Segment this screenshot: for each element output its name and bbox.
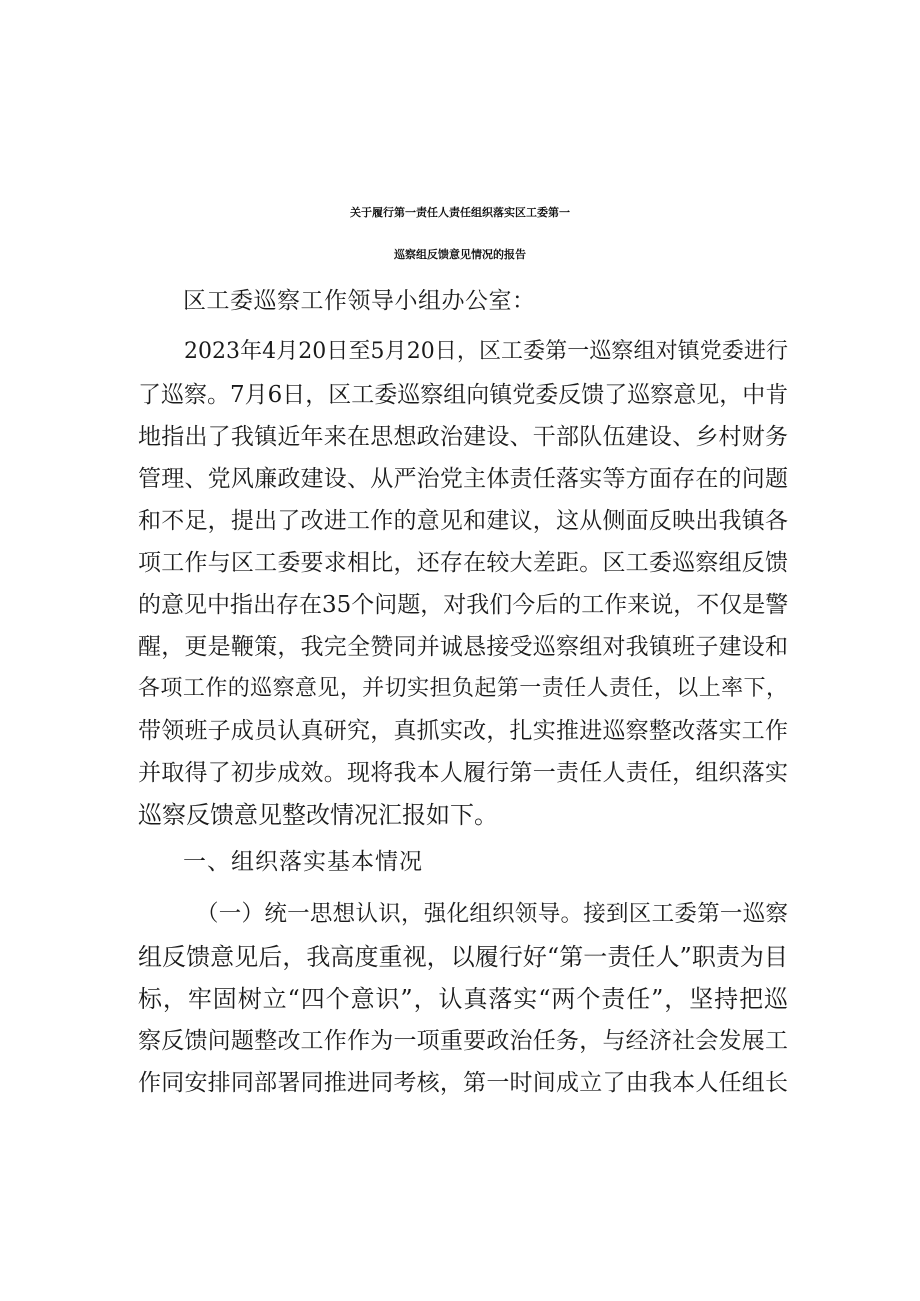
paragraph-2-line: 作同安排同部署同推进同考核，第一时间成立了由我本人任组长	[138, 1070, 788, 1096]
paragraph-1-line: 的意见中指出存在35个问题，对我们今后的工作来说，不仅是警	[138, 592, 789, 618]
paragraph-1-line: 管理、党风廉政建设、从严治党主体责任落实等方面存在的问题	[138, 466, 788, 492]
document-title-line-1: 关于履行第一责任人责任组织落实区工委第一	[350, 206, 570, 219]
salutation: 区工委巡察工作领导小组办公室：	[183, 288, 536, 314]
paragraph-2-line: 组反馈意见后，我高度重视，以履行好“第一责任人”职责为目	[138, 943, 788, 971]
paragraph-1-line: 巡察反馈意见整改情况汇报如下。	[138, 801, 498, 829]
paragraph-1-line: 项工作与区工委要求相比，还存在较大差距。区工委巡察组反馈	[138, 550, 788, 576]
paragraph-2-line: 标，牢固树立“四个意识”，认真落实“两个责任”，坚持把巡	[138, 985, 788, 1013]
paragraph-1-line: 并取得了初步成效。现将我本人履行第一责任人责任，组织落实	[138, 760, 788, 786]
paragraph-1-line: 地指出了我镇近年来在思想政治建设、干部队伍建设、乡村财务	[138, 424, 788, 450]
paragraph-1-line: 2023年4月20日至5月20日，区工委第一巡察组对镇党委进行	[184, 339, 788, 364]
paragraph-1-line: 带领班子成员认真研究，真抓实改，扎实推进巡察整改落实工作	[138, 718, 788, 744]
paragraph-1-line: 醒，更是鞭策，我完全赞同并诚恳接受巡察组对我镇班子建设和	[138, 634, 788, 660]
paragraph-2-line: 察反馈问题整改工作作为一项重要政治任务，与经济社会发展工	[138, 1028, 788, 1054]
paragraph-2-line: （一）统一思想认识，强化组织领导。接到区工委第一巡察	[196, 901, 788, 927]
paragraph-1-line: 各项工作的巡察意见，并切实担负起第一责任人责任，以上率下，	[138, 676, 788, 701]
paragraph-1-line: 了巡察。7月6日，区工委巡察组向镇党委反馈了巡察意见，中肯	[138, 382, 789, 408]
paragraph-1-line: 和不足，提出了改进工作的意见和建议，这从侧面反映出我镇各	[138, 508, 788, 534]
section-heading: 一、组织落实基本情况	[183, 849, 423, 875]
document-title-line-2: 巡察组反馈意见情况的报告	[394, 248, 526, 261]
